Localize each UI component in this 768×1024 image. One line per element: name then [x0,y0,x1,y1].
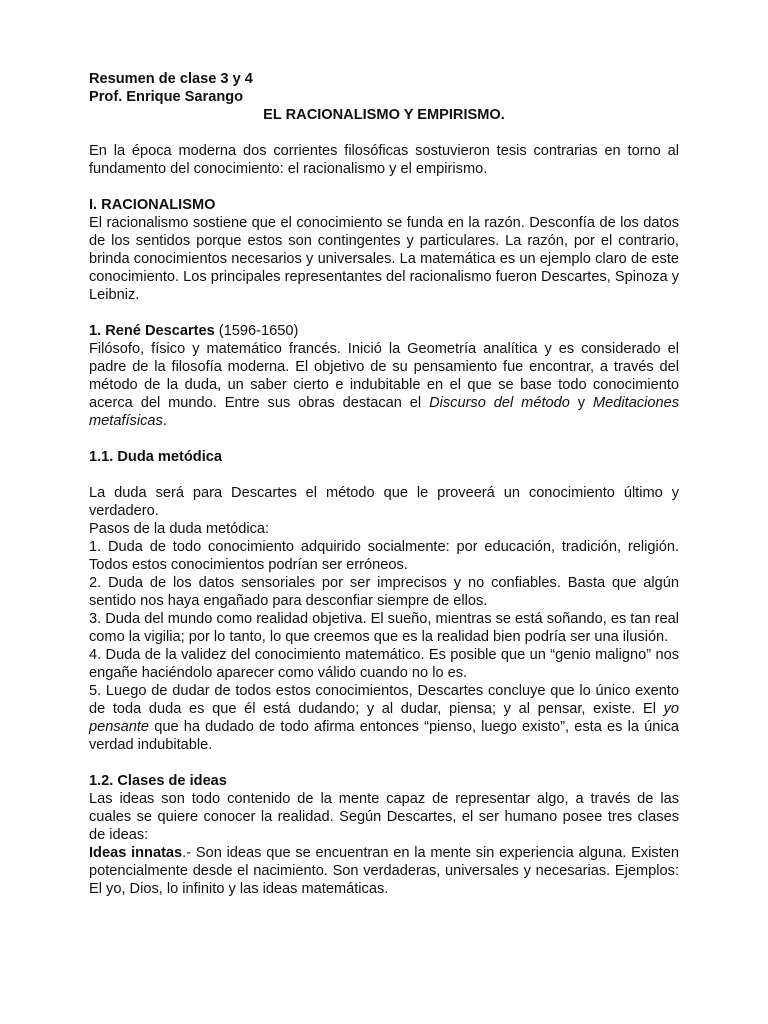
yo-pensante: yo pensante [89,701,679,735]
ideas-innatas-label: Ideas innatas [89,845,183,861]
intro-paragraph: En la época moderna dos corrientes filosóficas sostuvieron tesis contrarias en torno al fundamento del conocimiento: el racionalismo y el empirismo. [89,143,679,177]
descartes-dates: (1596-1650) [214,323,299,339]
descartes-heading-line [89,322,679,340]
duda-intro: La duda será para Descartes el método que le proveerá un conocimiento último y verdadero. [89,485,679,519]
spacer [89,178,679,196]
step5-text-cont: que ha dudado de todo afirma entonces “pienso, luego existo”, esta es la única verdad indubitable. [89,719,679,753]
spacer [89,466,679,484]
spacer [89,124,679,142]
duda-step-3: 3. Duda del mundo como realidad objetiva. El sueño, mientras se está soñando, es tan real como la vigilia; por lo tanto, lo que creemos que es la realidad bien podría ser una ilusión. [89,611,679,645]
pasos-label: Pasos de la duda metódica: [89,521,270,537]
spacer [89,304,679,322]
header-course: Resumen de clase 3 y 4 [89,71,253,87]
descartes-text: Filósofo, físico y matemático francés. Inició la Geometría analítica y es considerado el padre de la filosofía moderna. El objetivo de su pensamiento fue encontrar, a través del método de la duda, un saber cierto e indubitable en el que se base todo conocimiento acerca del mundo. Entre sus obras destacan el [89,341,679,411]
ideas-innatas-paragraph [89,844,679,898]
duda-step-5 [89,682,679,754]
ideas-paragraph: Las ideas son todo contenido de la mente capaz de representar algo, a través de las cuales se quiere conocer la realidad. Según Descartes, el ser humano posee tres clases de ideas: [89,791,679,843]
descartes-heading: 1. René Descartes [89,323,215,339]
step5-text: 5. Luego de dudar de todos estos conocimientos, Descartes concluye que lo único exento de toda duda es que él está dudando; y al dudar, piensa; y al pensar, existe. El [89,683,679,717]
subsection-heading-ideas: 1.2. Clases de ideas [89,773,227,789]
descartes-end: . [162,413,167,429]
work-discurso: Discurso del método [429,395,570,411]
spacer [89,430,679,448]
subsection-heading-duda: 1.1. Duda metódica [89,449,223,465]
work-meditaciones: Meditaciones metafísicas [89,395,680,429]
racionalismo-paragraph: El racionalismo sostiene que el conocimiento se funda en la razón. Desconfía de los datos de los sentidos porque estos son contingentes y particulares. La razón, por el contrario, brinda conocimientos necesarios y universales. La matemática es un ejemplo claro de este conocimiento. Los principales representantes del racionalismo fueron Descartes, Spinoza y Leibniz. [89,215,679,303]
document-title: EL RACIONALISMO Y EMPIRISMO. [263,107,505,123]
section-heading-racionalismo: I. RACIONALISMO [89,197,216,213]
spacer [89,754,679,772]
descartes-paragraph [89,340,679,430]
descartes-and: y [569,395,594,411]
duda-step-1: 1. Duda de todo conocimiento adquirido socialmente: por educación, tradición, religión. Todos estos conocimientos podrían ser erróneos. [89,539,679,573]
duda-step-2: 2. Duda de los datos sensoriales por ser imprecisos y no confiables. Basta que algún sentido nos haya engañado para desconfiar siempre de ellos. [89,575,679,609]
duda-step-4: 4. Duda de la validez del conocimiento matemático. Es posible que un “genio maligno” nos engañe haciéndolo aparecer como válido cuando no lo es. [89,647,679,681]
ideas-innatas-text: .- Son ideas que se encuentran en la mente sin experiencia alguna. Existen potencialmente desde el nacimiento. Son verdaderas, universales y necesarias. Ejemplos: El yo, Dios, lo infinito y las ideas matemáticas. [89,845,679,897]
header-professor: Prof. Enrique Sarango [89,89,244,105]
